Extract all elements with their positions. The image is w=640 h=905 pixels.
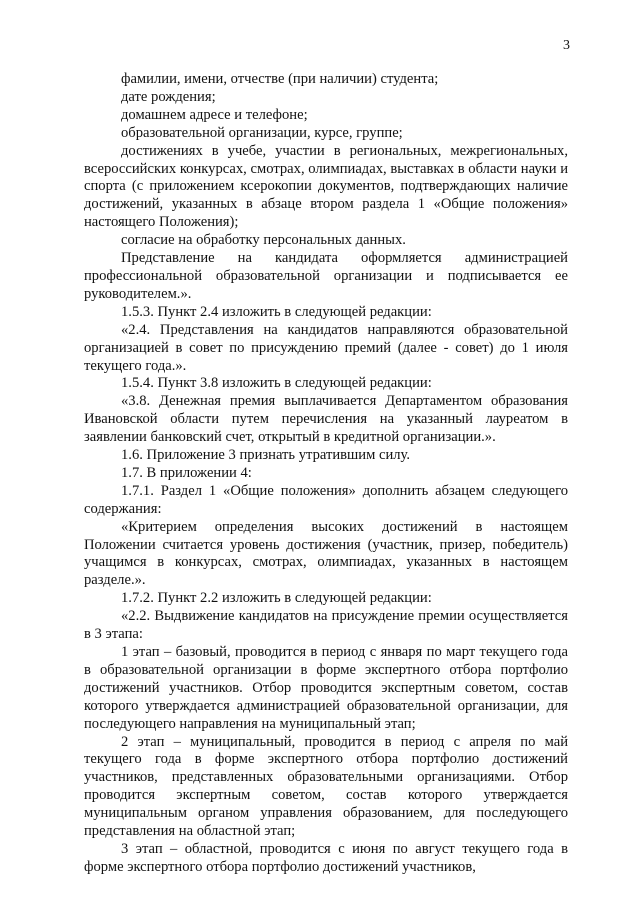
paragraph: «Критерием определения высоких достижений в настоящем Положении считается уровень достижения (участник, призер, победитель) учащимся в конкурсах, смотрах, олимпиадах, указанных в настоящем разделе.». bbox=[84, 518, 568, 589]
paragraph: «2.4. Представления на кандидатов направляются образовательной организацией в совет по присуждению премий (далее - совет) до 1 июля текущего года.». bbox=[84, 321, 568, 374]
paragraph: 1 этап – базовый, проводится в период с января по март текущего года в образовательной организации в форме экспертного отбора портфолио достижений участников. Отбор проводится экспертным советом, состав которого утверждается администрацией образовательной организации, для последующего направления на муниципальный этап; bbox=[84, 644, 568, 732]
paragraph: образовательной организации, курсе, группе; bbox=[121, 124, 403, 141]
paragraph: 3 этап – областной, проводится с июня по август текущего года в форме экспертного отбора портфолио достижений участников, bbox=[84, 840, 568, 875]
paragraph: «2.2. Выдвижение кандидатов на присуждение премии осуществляется в 3 этапа: bbox=[84, 608, 568, 643]
paragraph: 1.7.2. Пункт 2.2 изложить в следующей редакции: bbox=[121, 590, 432, 607]
paragraph: 1.5.4. Пункт 3.8 изложить в следующей редакции: bbox=[121, 375, 432, 392]
paragraph: фамилии, имени, отчестве (при наличии) студента; bbox=[121, 71, 439, 87]
paragraph: 2 этап – муниципальный, проводится в период с апреля по май текущего года в форме экспертного отбора портфолио достижений участников, представленных образовательными организациями. Отбор проводится экспертным советом, состав которого утверждается муниципальным органом управления образованием, для последующего представления на областной этап; bbox=[84, 733, 568, 840]
paragraph: 1.6. Приложение 3 признать утратившим силу. bbox=[121, 447, 411, 464]
page-number: 3 bbox=[563, 38, 570, 53]
paragraph: 1.7.1. Раздел 1 «Общие положения» дополнить абзацем следующего содержания: bbox=[84, 482, 568, 517]
paragraph: 1.5.3. Пункт 2.4 изложить в следующей редакции: bbox=[121, 303, 432, 320]
paragraph: достижениях в учебе, участии в региональных, межрегиональных, всероссийских конкурсах, смотрах, олимпиадах, выставках в области науки и спорта (с приложением ксерокопии документов, подтверждающих наличие достижений, указанных в абзаце втором раздела 1 «Общие положения» настоящего Положения); bbox=[84, 142, 568, 231]
paragraph: согласие на обработку персональных данных. bbox=[121, 232, 406, 249]
paragraph: 1.7. В приложении 4: bbox=[121, 464, 252, 481]
paragraph: дате рождения; bbox=[121, 88, 216, 105]
paragraph: «3.8. Денежная премия выплачивается Департаментом образования Ивановской области путем перечисления на указанный лауреатом в заявлении банковский счет, открытый в кредитной организации.». bbox=[84, 393, 568, 446]
paragraph: Представление на кандидата оформляется администрацией профессиональной образовательной организации и подписывается ее руководителем.». bbox=[84, 250, 568, 302]
document-body bbox=[84, 71, 568, 877]
paragraph: домашнем адресе и телефоне; bbox=[121, 106, 308, 123]
